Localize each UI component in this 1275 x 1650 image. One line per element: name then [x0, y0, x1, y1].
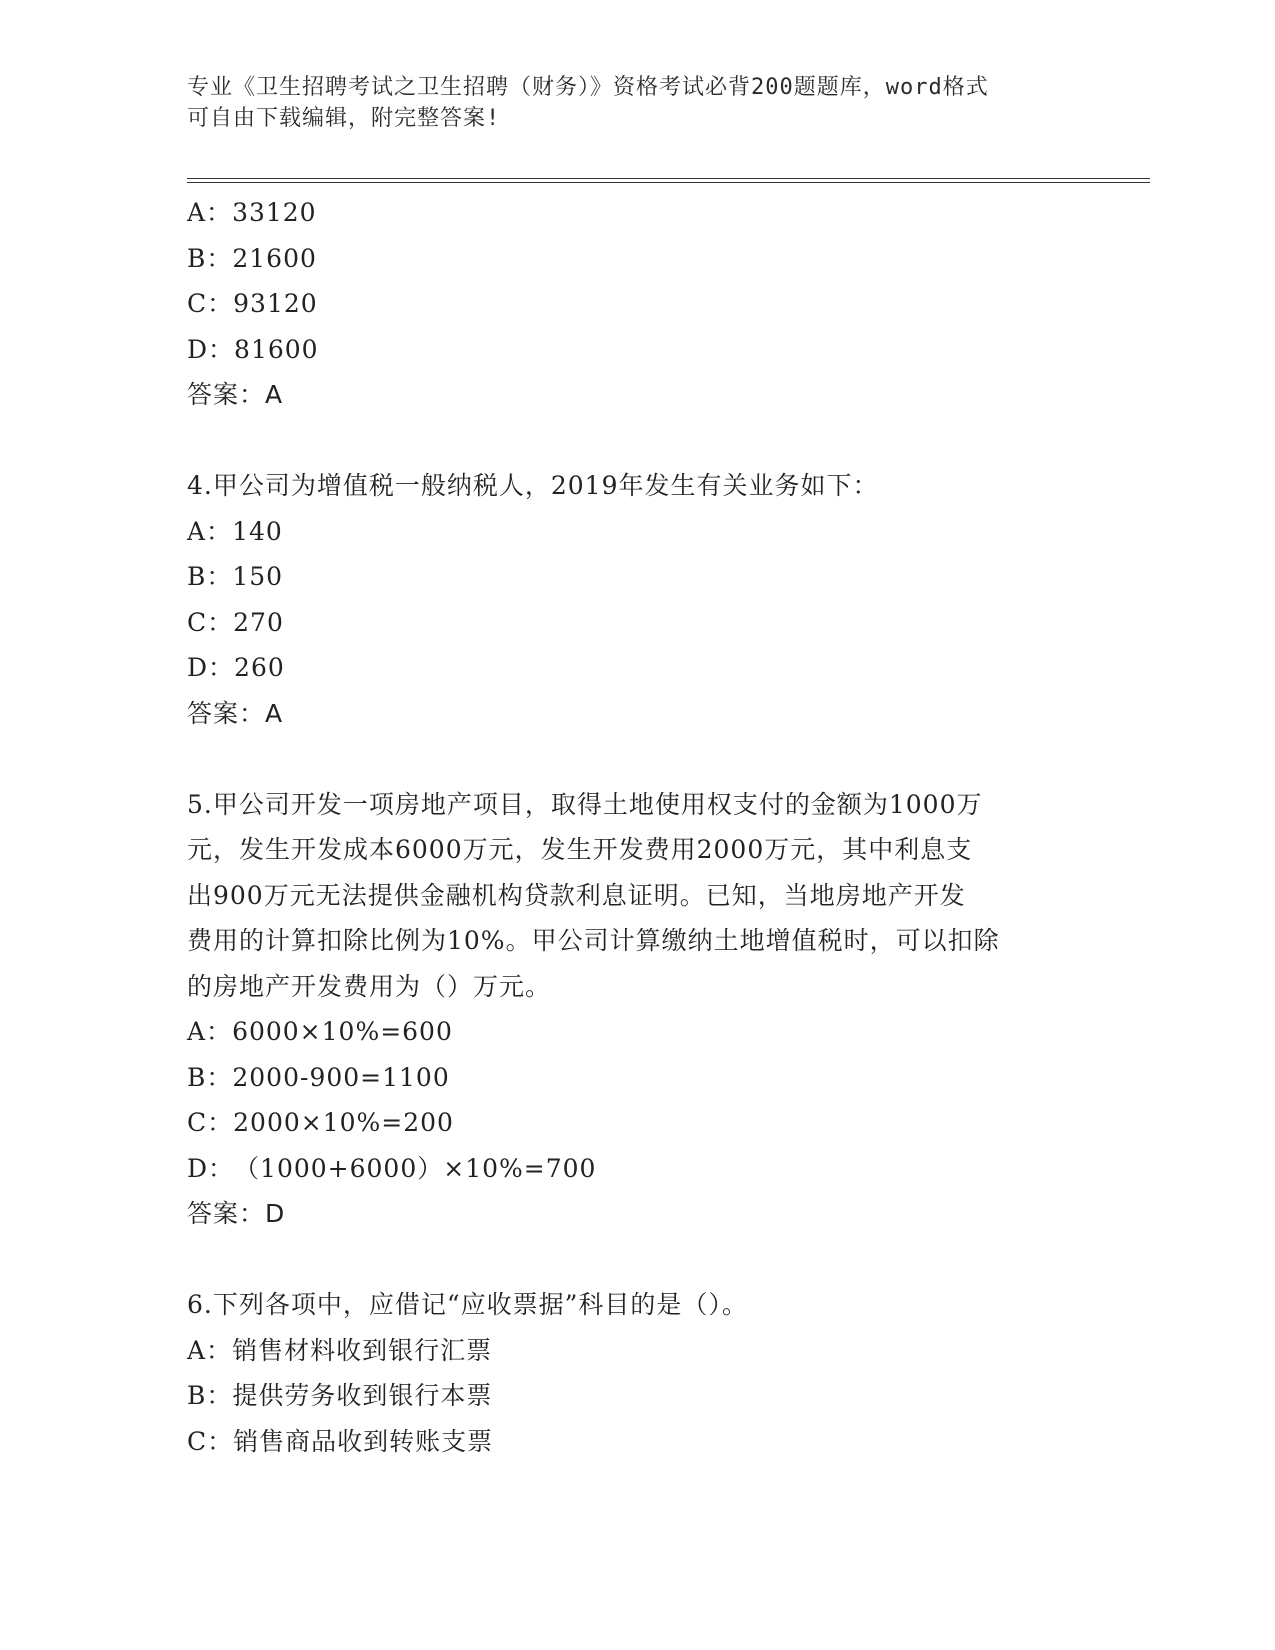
question-stem-line-1: 5.甲公司开发一项房地产项目，取得土地使用权支付的金额为1000万	[187, 789, 983, 819]
option-b: B：150	[187, 562, 284, 591]
question-stem-line-5: 的房地产开发费用为（）万元。	[187, 971, 552, 1001]
option-a: A：140	[187, 516, 283, 546]
option-a: A：33120	[187, 198, 317, 227]
answer-line: 答案：A	[187, 380, 284, 409]
question-5	[187, 782, 1087, 1237]
spacer	[187, 1237, 1087, 1283]
option-d: D：260	[187, 653, 285, 682]
question-stem-line-2: 元，发生开发成本6000万元，发生开发费用2000万元，其中利息支	[187, 835, 973, 864]
spacer	[187, 418, 1087, 464]
header-rule-top	[187, 178, 1150, 179]
option-b: B：21600	[187, 243, 317, 273]
option-c: C：93120	[187, 289, 318, 318]
header-rule-bottom	[187, 182, 1150, 183]
header-line-2: 可自由下载编辑，附完整答案!	[187, 106, 501, 131]
header-line-1: 专业《卫生招聘考试之卫生招聘（财务）》资格考试必背200题题库，word格式	[187, 75, 989, 100]
question-4	[187, 463, 1087, 736]
answer-line: 答案：A	[187, 698, 284, 728]
question-3	[187, 190, 1087, 418]
answer-line: 答案：D	[187, 1199, 286, 1228]
option-b: B：提供劳务收到银行本票	[187, 1381, 493, 1410]
question-stem: 4.甲公司为增值税一般纳税人，2019年发生有关业务如下：	[187, 471, 879, 500]
option-c: C：270	[187, 607, 284, 637]
option-d: D：（1000+6000）×10%=700	[187, 1153, 597, 1183]
question-stem: 6.下列各项中，应借记“应收票据”科目的是（）。	[187, 1290, 748, 1319]
question-stem-line-3: 出900万元无法提供金融机构贷款利息证明。已知，当地房地产开发	[187, 880, 966, 910]
option-c: C：销售商品收到转账支票	[187, 1426, 494, 1456]
option-c: C：2000×10%=200	[187, 1108, 454, 1137]
option-b: B：2000-900=1100	[187, 1062, 450, 1092]
document-body	[187, 190, 1087, 1464]
option-a: A：6000×10%=600	[187, 1017, 453, 1046]
option-a: A：销售材料收到银行汇票	[187, 1335, 493, 1365]
question-6	[187, 1282, 1087, 1464]
document-header	[187, 72, 1067, 134]
spacer	[187, 736, 1087, 782]
option-d: D：81600	[187, 334, 319, 364]
question-stem-line-4: 费用的计算扣除比例为10%。甲公司计算缴纳土地增值税时，可以扣除	[187, 926, 1000, 955]
